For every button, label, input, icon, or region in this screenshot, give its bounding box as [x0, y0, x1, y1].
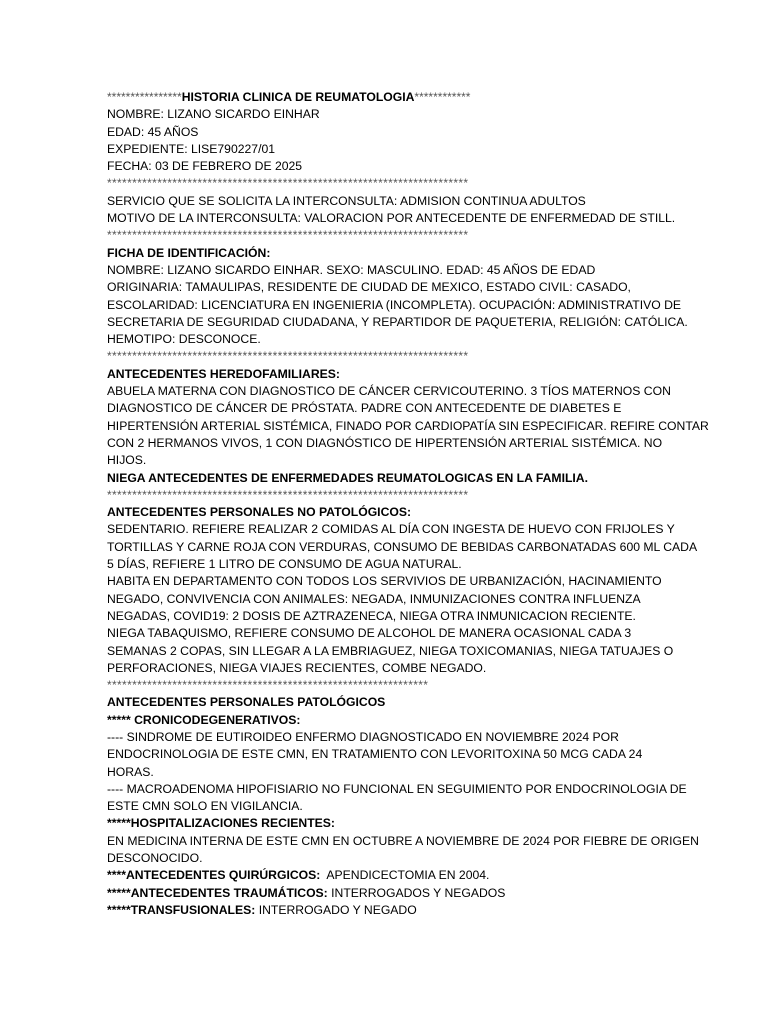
- heredofamiliares-line: HIJOS.: [107, 453, 147, 468]
- heredofamiliares-note: NIEGA ANTECEDENTES DE ENFERMEDADES REUMATOLOGICAS EN LA FAMILIA.: [107, 470, 588, 485]
- quirurgicos-value: APENDICECTOMIA EN 2004.: [320, 868, 490, 883]
- heredofamiliares-line: HIPERTENSIÓN ARTERIAL SISTÉMICA, FINADO POR CARDIOPATÍA SIN ESPECIFICAR. REFIRE CONTAR: [107, 418, 709, 433]
- heredofamiliares-line: CON 2 HERMANOS VIVOS, 1 CON DIAGNÓSTICO DE HIPERTENSIÓN ARTERIAL SISTÉMICA. NO: [107, 435, 663, 450]
- no-patologicos-line: NEGADAS, COVID19: 2 DOSIS DE AZTRAZENECA, NIEGA OTRA INMUNICACION RECIENTE.: [107, 608, 636, 623]
- separator: ************************************************************************: [107, 176, 469, 191]
- no-patologicos-line: SEDENTARIO. REFIERE REALIZAR 2 COMIDAS AL DÍA CON INGESTA DE HUEVO CON FRIJOLES Y: [107, 522, 675, 537]
- transfusionales-label: *****TRANSFUSIONALES:: [107, 902, 256, 917]
- no-patologicos-line: HABITA EN DEPARTAMENTO CON TODOS LOS SERVIVIOS DE URBANIZACIÓN, HACINAMIENTO: [107, 574, 662, 589]
- ficha-line: SECRETARIA DE SEGURIDAD CIUDADANA, Y REPARTIDOR DE PAQUETERIA, RELIGIÓN: CATÓLICA.: [107, 314, 688, 329]
- cronico-line: HORAS.: [107, 764, 154, 779]
- hospitalizaciones-heading: *****HOSPITALIZACIONES RECIENTES:: [107, 816, 335, 831]
- title-text: HISTORIA CLINICA DE REUMATOLOGIA: [181, 90, 415, 104]
- transfusionales-value: INTERROGADO Y NEGADO: [255, 902, 417, 917]
- cronicodegenerativos-heading: ***** CRONICODEGENERATIVOS:: [107, 712, 301, 727]
- no-patologicos-line: 5 DÍAS, REFIERE 1 LITRO DE CONSUMO DE AGUA NATURAL.: [107, 557, 462, 572]
- no-patologicos-line: TORTILLAS Y CARNE ROJA CON VERDURAS, CONSUMO DE BEBIDAS CARBONATADAS 600 ML CADA: [107, 539, 698, 554]
- cronico-line: ENDOCRINOLOGIA DE ESTE CMN, EN TRATAMIENTO CON LEVORITOXINA 50 MCG CADA 24: [107, 747, 643, 762]
- requesting-service: SERVICIO QUE SE SOLICITA LA INTERCONSULTA: ADMISION CONTINUA ADULTOS: [107, 193, 586, 208]
- no-patologicos-line: SEMANAS 2 COPAS, SIN LLEGAR A LA EMBRIAGUEZ, NIEGA TOXICOMANIAS, NIEGA TATUAJES O: [107, 643, 674, 658]
- section-heading-heredofamiliares: ANTECEDENTES HEREDOFAMILIARES:: [107, 366, 340, 381]
- no-patologicos-line: NIEGA TABAQUISMO, REFIERE CONSUMO DE ALCOHOL DE MANERA OCASIONAL CADA 3: [107, 626, 632, 641]
- heredofamiliares-line: DIAGNOSTICO DE CÁNCER DE PRÓSTATA. PADRE CON ANTECEDENTE DE DIABETES E: [107, 401, 622, 416]
- cronico-line: ---- SINDROME DE EUTIROIDEO ENFERMO DIAGNOSTICADO EN NOVIEMBRE 2024 POR: [107, 729, 619, 744]
- hospitalizaciones-line: EN MEDICINA INTERNA DE ESTE CMN EN OCTUBRE A NOVIEMBRE DE 2024 POR FIEBRE DE ORIGEN: [107, 833, 699, 848]
- quirurgicos-label: ****ANTECEDENTES QUIRÚRGICOS:: [107, 868, 321, 883]
- traumaticos-row: [107, 885, 667, 902]
- patient-record: EXPEDIENTE: LISE790227/01: [107, 141, 276, 156]
- document-date: FECHA: 03 DE FEBRERO DE 2025: [107, 159, 303, 174]
- clinical-history-document: [107, 89, 709, 919]
- document-title: [107, 89, 667, 106]
- title-stars-left: ****************: [107, 90, 182, 104]
- traumaticos-value: INTERROGADOS Y NEGADOS: [327, 885, 506, 900]
- heredofamiliares-line: ABUELA MATERNA CON DIAGNOSTICO DE CÁNCER CERVICOUTERINO. 3 TÍOS MATERNOS CON: [107, 384, 671, 399]
- section-heading-patologicos: ANTECEDENTES PERSONALES PATOLÓGICOS: [107, 695, 386, 710]
- ficha-line: ESCOLARIDAD: LICENCIATURA EN INGENIERIA (INCOMPLETA). OCUPACIÓN: ADMINISTRATIVO DE: [107, 297, 682, 312]
- hospitalizaciones-line: DESCONOCIDO.: [107, 851, 203, 866]
- cronico-line: ESTE CMN SOLO EN VIGILANCIA.: [107, 799, 303, 814]
- cronico-line: ---- MACROADENOMA HIPOFISIARIO NO FUNCIONAL EN SEGUIMIENTO POR ENDOCRINOLOGIA DE: [107, 781, 687, 796]
- separator: ************************************************************************: [107, 349, 469, 364]
- no-patologicos-line: NEGADO, CONVIVENCIA CON ANIMALES: NEGADA, INMUNIZACIONES CONTRA INFLUENZA: [107, 591, 641, 606]
- separator: ************************************************************************: [107, 487, 469, 502]
- no-patologicos-line: PERFORACIONES, NIEGA VIAJES RECIENTES, COMBE NEGADO.: [107, 660, 487, 675]
- ficha-line: ORIGINARIA: TAMAULIPAS, RESIDENTE DE CIUDAD DE MEXICO, ESTADO CIVIL: CASADO,: [107, 280, 631, 295]
- section-heading-no-patologicos: ANTECEDENTES PERSONALES NO PATOLÓGICOS:: [107, 505, 412, 520]
- quirurgicos-row: [107, 867, 667, 884]
- patient-age: EDAD: 45 AÑOS: [107, 124, 199, 139]
- consult-reason: MOTIVO DE LA INTERCONSULTA: VALORACION POR ANTECEDENTE DE ENFERMEDAD DE STILL.: [107, 211, 676, 226]
- section-heading-ficha: FICHA DE IDENTIFICACIÓN:: [107, 245, 271, 260]
- ficha-line: NOMBRE: LIZANO SICARDO EINHAR. SEXO: MASCULINO. EDAD: 45 AÑOS DE EDAD: [107, 262, 596, 277]
- separator: ************************************************************************: [107, 228, 469, 243]
- traumaticos-label: *****ANTECEDENTES TRAUMÁTICOS:: [107, 885, 328, 900]
- separator-short: ****************************************************************: [107, 678, 429, 693]
- title-stars-right: ************: [414, 90, 471, 104]
- transfusionales-row: [107, 902, 667, 919]
- patient-name: NOMBRE: LIZANO SICARDO EINHAR: [107, 107, 320, 122]
- ficha-line: HEMOTIPO: DESCONOCE.: [107, 332, 261, 347]
